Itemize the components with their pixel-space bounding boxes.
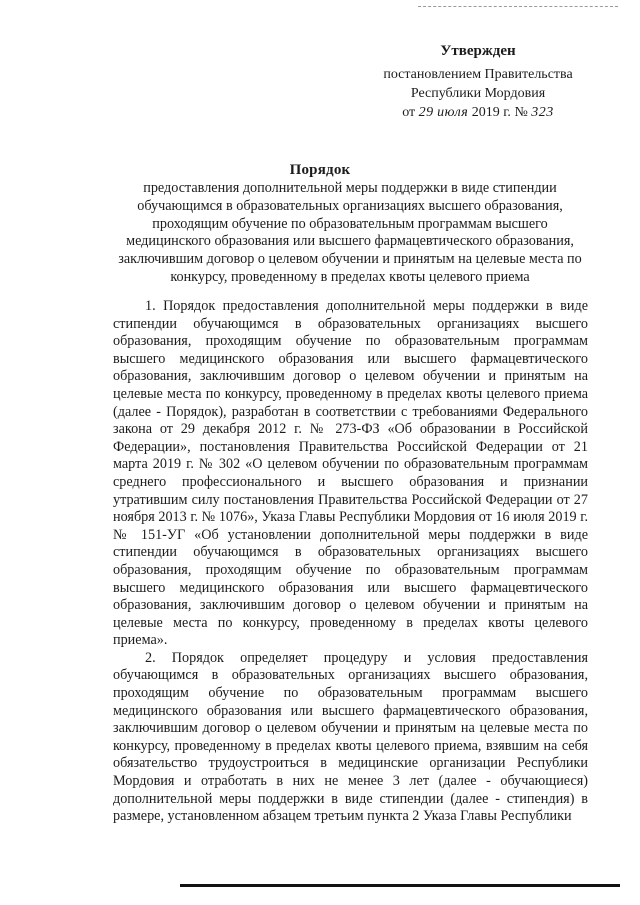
approval-line-1: постановлением Правительства	[383, 67, 573, 82]
paragraph-2: 2. Порядок определяет процедуру и условия предоставления обучающимся в образовательных организациях высшего образования, проходящим обучение по образовательным программам высшего медицинского образования или высшего фармацевтического образования, заключившим договор о целевом обучении и принятым на целевые места по конкурсу, проведенному в пределах квоты целевого приема, взявшим на себя обязательство трудоустроиться в медицинские организации Республики Мордовия и отработать в них не менее 3 лет (далее - обучающиеся) дополнительной меры поддержки в виде стипендии (далее - стипендия) в размере, установленном абзацем третьим пункта 2 Указа Главы Республики	[113, 649, 588, 825]
top-scan-rule	[418, 6, 618, 7]
document-body	[113, 298, 588, 826]
approval-stamp-block	[368, 42, 588, 122]
approval-line-2: Республики Мордовия	[410, 86, 546, 101]
approval-date-line	[368, 103, 588, 122]
bottom-scan-rule	[180, 884, 620, 887]
number-prefix: №	[514, 105, 528, 120]
date-year: 2019 г.	[471, 105, 511, 120]
date-prefix: от	[402, 105, 416, 120]
handwritten-month: июля	[437, 105, 469, 120]
order-subtitle: предоставления дополнительной меры поддержки в виде стипендии обучающимся в образовательных организациях высшего образования, проходящим обучение по образовательным программам высшего медицинского образования или высшего фармацевтического образования, заключившим договор о целевом обучении и принятым на целевые места по конкурсу, проведенному в пределах квоты целевого приема	[118, 180, 582, 285]
handwritten-day: 29	[418, 105, 434, 120]
approved-heading: Утвержден	[440, 43, 516, 59]
order-title: Порядок	[289, 162, 351, 178]
handwritten-number: 323	[531, 105, 554, 120]
paragraph-1: 1. Порядок предоставления дополнительной меры поддержки в виде стипендии обучающимся в образовательных организациях высшего образования, проходящим обучение по образовательным программам высшего медицинского образования или высшего фармацевтического образования, заключившим договор о целевом обучении и принятым на целевые места по конкурсу, проведенному в пределах квоты целевого приема (далее - Порядок), разработан в соответствии с требованиями Федерального закона от 29 декабря 2012 г. № 273-ФЗ «Об образовании в Российской Федерации», постановления Правительства Российской Федерации от 21 марта 2019 г. № 302 «О целевом обучении по образовательным программам среднего профессионального и высшего образования и признании утратившим силу постановления Правительства Российской Федерации от 27 ноября 2013 г. № 1076», Указа Главы Республики Мордовия от 16 июля 2019 г. № 151-УГ «Об установлении дополнительной меры поддержки в виде стипендии обучающимся в образовательных организациях высшего образования, проходящим обучение по образовательным программам высшего медицинского образования или высшего фармацевтического образования, заключившим договор о целевом обучении и принятым на целевые места по конкурсу, проведенному в пределах квоты целевого приема».	[113, 298, 588, 649]
